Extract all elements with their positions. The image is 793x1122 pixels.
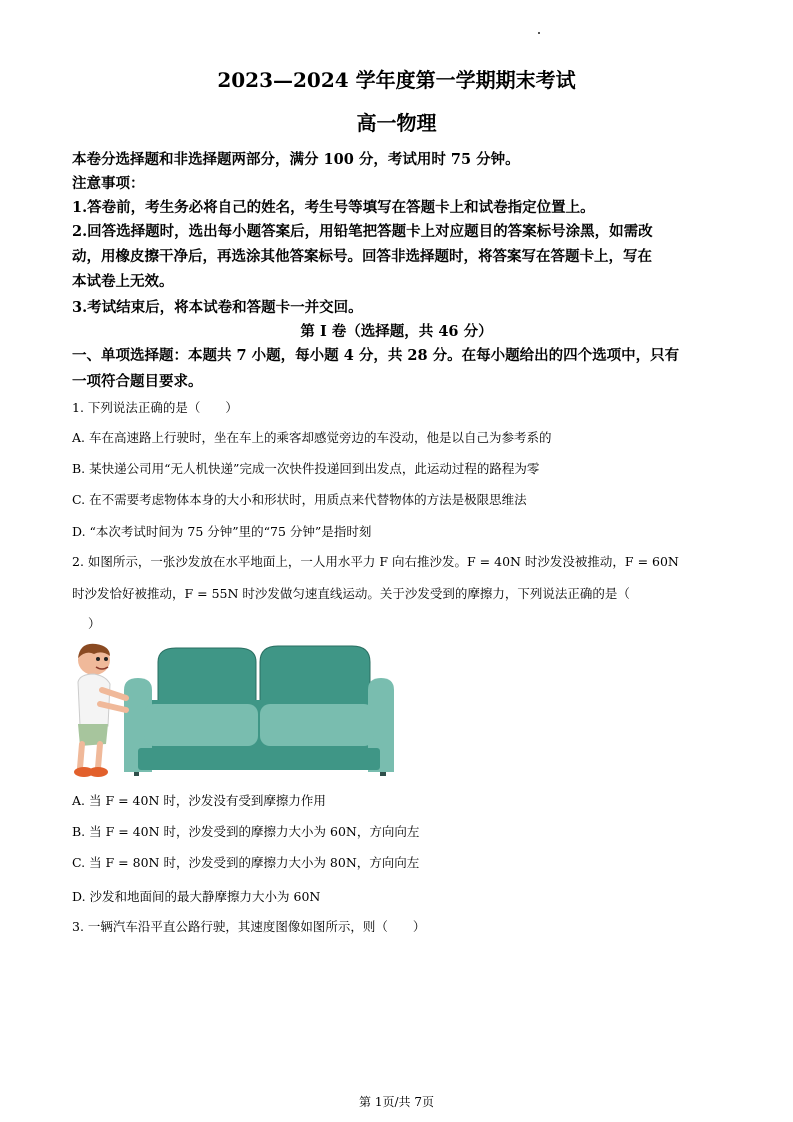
q1-option-d: D. “本次考试时间为 75 分钟”里的“75 分钟”是指时刻 [72, 524, 372, 539]
q2-option-b: B. 当 F = 40N 时，沙发受到的摩擦力大小为 60N，方向向左 [72, 824, 420, 839]
notice-line: 动，用橡皮擦干净后，再选涂其他答案标号。回答非选择题时，将答案写在答题卡上，写在 [72, 248, 652, 265]
notice-line: 1.答卷前，考生务必将自己的姓名，考生号等填写在答题卡上和试卷指定位置上。 [72, 199, 595, 216]
question-2-stem: ） [88, 616, 101, 631]
question-3-stem: 3. 一辆汽车沿平直公路行驶，其速度图像如图所示，则（ ） [72, 919, 426, 934]
q2-option-c: C. 当 F = 80N 时，沙发受到的摩擦力大小为 80N，方向向左 [72, 855, 420, 870]
question-2-stem: 时沙发恰好被推动，F = 55N 时沙发做匀速直线运动。关于沙发受到的摩擦力，下列说法正确的是（ [72, 586, 630, 601]
person-image [74, 644, 126, 777]
notice-line: 3.考试结束后，将本试卷和答题卡一并交回。 [72, 299, 363, 316]
q2-option-a: A. 当 F = 40N 时，沙发没有受到摩擦力作用 [72, 793, 326, 808]
q1-option-a: A. 车在高速路上行驶时，坐在车上的乘客却感觉旁边的车没动，他是以自己为参考系的 [72, 430, 552, 445]
q1-option-c: C. 在不需要考虑物体本身的大小和形状时，用质点来代替物体的方法是极限思维法 [72, 492, 527, 507]
question-2-stem: 2. 如图所示，一张沙发放在水平地面上，一人用水平力 F 向右推沙发。F = 40N 时沙发没被推动，F = 60N [72, 554, 679, 569]
corner-dot [538, 32, 540, 34]
intro-text: 本卷分选择题和非选择题两部分，满分 100 分，考试用时 75 分钟。 [72, 151, 520, 168]
page-footer: 第 1页/共 7页 [359, 1095, 434, 1109]
notice-line: 2.回答选择题时，选出每小题答案后，用铅笔把答题卡上对应题目的答案标号涂黑，如需改 [72, 223, 653, 240]
q1-option-b: B. 某快递公司用“无人机快递”完成一次快件投递回到出发点，此运动过程的路程为零 [72, 461, 540, 476]
exam-subject: 高一物理 [356, 111, 437, 135]
section-heading: 一项符合题目要求。 [72, 373, 203, 390]
part-heading: 第 I 卷（选择题，共 46 分） [300, 323, 493, 340]
sofa-image [124, 646, 394, 776]
q2-option-d: D. 沙发和地面间的最大静摩擦力大小为 60N [72, 889, 321, 904]
sofa-push-illustration [72, 642, 398, 780]
notice-heading: 注意事项： [72, 175, 145, 192]
exam-title: 2023—2024 学年度第一学期期末考试 [217, 68, 576, 92]
question-1-stem: 1. 下列说法正确的是（ ） [72, 400, 238, 415]
notice-line: 本试卷上无效。 [72, 273, 174, 290]
section-heading: 一、单项选择题：本题共 7 小题，每小题 4 分，共 28 分。在每小题给出的四个选项中，只有 [72, 347, 680, 364]
